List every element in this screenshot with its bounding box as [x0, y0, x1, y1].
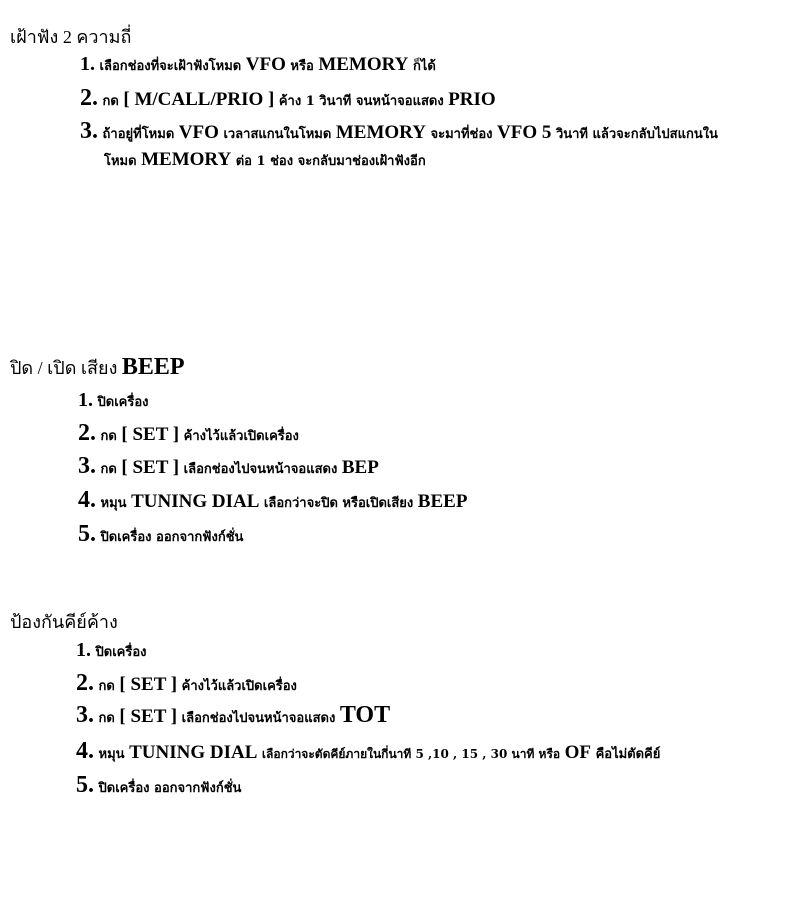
list-item: 5. ปิดเครื่อง ออกจากฟังก์ชั่น	[78, 521, 244, 547]
list-item: 3. ถ้าอยู่ที่โหมด VFO เวลาสแกนในโหมด MEMORY จะมาที่ช่อง VFO 5 วินาที แล้วจะกลับไปสแกนใน	[80, 118, 718, 144]
list-item: 3. กด [ SET ] เลือกช่องไปจนหน้าจอแสดง TOT	[76, 702, 391, 728]
list-item: 4. หมุน TUNING DIAL เลือกว่าจะตัดคีย์ภายในกี่นาที 5 ,10 , 15 , 30 นาที หรือ OF คือไม่ตัดคีย์	[76, 738, 661, 764]
section-heading: เฝ้าฟัง 2 ความถี่	[10, 27, 132, 47]
section-heading: ป้องกันคีย์ค้าง	[10, 612, 118, 632]
list-item: 1. เลือกช่องที่จะเฝ้าฟังโหมด VFO หรือ MEMORY ก็ได้	[80, 53, 436, 75]
list-item: 1. ปิดเครื่อง	[76, 639, 147, 661]
list-item: 5. ปิดเครื่อง ออกจากฟังก์ชั่น	[76, 772, 242, 798]
list-item: 2. กด [ SET ] ค้างไว้แล้วเปิดเครื่อง	[78, 420, 299, 446]
list-item: 4. หมุน TUNING DIAL เลือกว่าจะปิด หรือเปิดเสียง BEEP	[78, 487, 468, 513]
section-heading: ปิด / เปิด เสียง BEEP	[10, 354, 185, 380]
list-item: 1. ปิดเครื่อง	[78, 389, 149, 411]
list-item: 2. กด [ M/CALL/PRIO ] ค้าง 1 วินาที จนหน้าจอแสดง PRIO	[80, 85, 496, 111]
list-item-continuation: โหมด MEMORY ต่อ 1 ช่อง จะกลับมาช่องเฝ้าฟังอีก	[104, 149, 426, 170]
list-item: 2. กด [ SET ] ค้างไว้แล้วเปิดเครื่อง	[76, 670, 297, 696]
list-item: 3. กด [ SET ] เลือกช่องไปจนหน้าจอแสดง BEP	[78, 453, 379, 479]
